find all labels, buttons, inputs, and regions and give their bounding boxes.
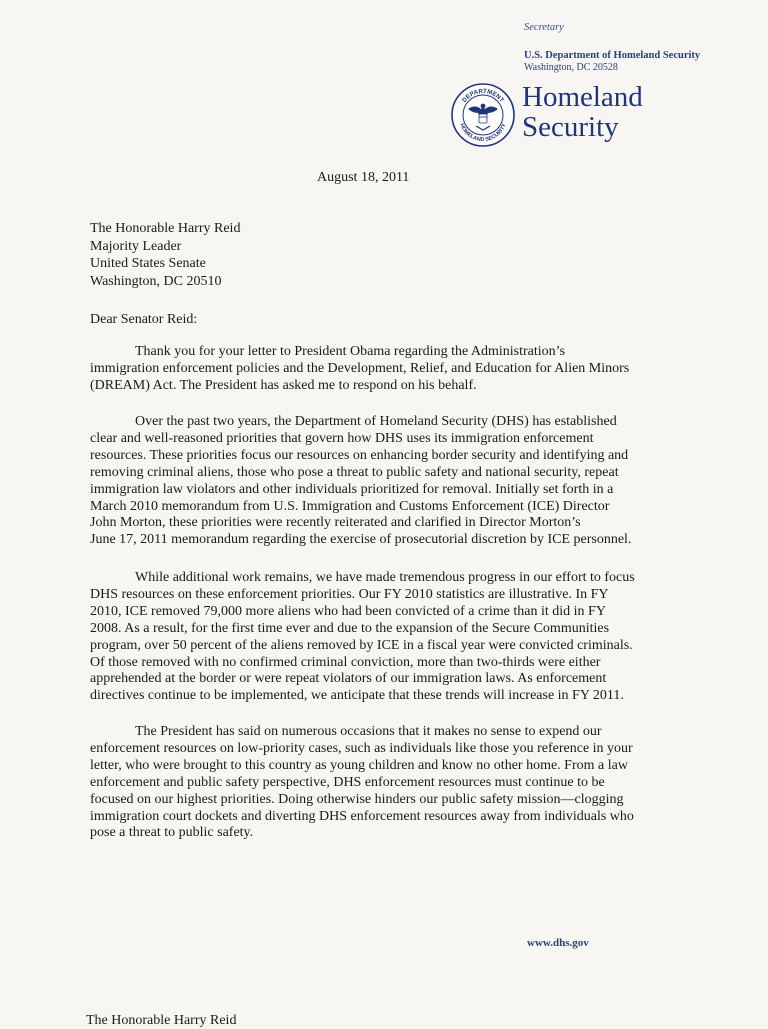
- footer-website-link[interactable]: www.dhs.gov: [527, 937, 589, 949]
- salutation: Dear Senator Reid:: [90, 312, 198, 327]
- paragraph-line: March 2010 memorandum from U.S. Immigration and Customs Enforcement (ICE) Director: [90, 498, 610, 514]
- paragraph-2: [90, 414, 690, 549]
- paragraph-line: program, over 50 percent of the aliens removed by ICE in a fiscal year were convicted criminals.: [90, 637, 633, 653]
- recipient-title: Majority Leader: [90, 238, 182, 254]
- paragraph-line: immigration enforcement policies and the Development, Relief, and Education for Alien Minors: [90, 360, 630, 376]
- paragraph-line: Thank you for your letter to President Obama regarding the Administration’s: [135, 344, 566, 359]
- recipient-organization: United States Senate: [90, 256, 206, 271]
- next-page-header: The Honorable Harry Reid: [86, 1013, 237, 1028]
- seal-text-top: DEPARTMENT: [460, 87, 506, 104]
- paragraph-line: John Morton, these priorities were recently reiterated and clarified in Director Morton’s: [90, 515, 581, 531]
- paragraph-line: focused on our highest priorities. Doing otherwise hinders our public safety mission—clogging: [90, 791, 624, 807]
- paragraph-line: apprehended at the border or were repeat violators of our immigration laws. As enforcement: [90, 671, 607, 687]
- paragraph-3: [90, 570, 690, 705]
- paragraph-line: enforcement and public safety perspective, DHS enforcement resources must continue to be: [90, 774, 605, 790]
- paragraph-line: DHS resources on these enforcement priorities. Our FY 2010 statistics are illustrative. In FY: [90, 586, 609, 602]
- paragraph-line: June 17, 2011 memorandum regarding the exercise of prosecutorial discretion by ICE personnel.: [90, 532, 632, 548]
- paragraph-line: letter, who were brought to this country as young children and know no other home. From a law: [90, 757, 628, 773]
- paragraph-line: removing criminal aliens, those who pose a threat to public safety and national security, repeat: [90, 464, 619, 480]
- paragraph-line: (DREAM) Act. The President has asked me to respond on his behalf.: [90, 377, 477, 393]
- recipient-address: [90, 220, 240, 290]
- letterhead-city: Washington, DC 20528: [524, 62, 618, 73]
- paragraph-line: pose a threat to public safety.: [90, 825, 254, 841]
- paragraph-line: enforcement resources on low-priority cases, such as individuals like those you reference in your: [90, 740, 633, 756]
- paragraph-line: 2010, ICE removed 79,000 more aliens who had been convicted of a crime than it did in FY: [90, 603, 606, 619]
- letterhead-secretary: Secretary: [524, 22, 564, 33]
- paragraph-1: [90, 344, 690, 395]
- paragraph-line: immigration law violators and other individuals prioritized for removal. Initially set forth in a: [90, 481, 614, 497]
- wordmark-line-2: Security: [522, 111, 619, 143]
- paragraph-line: immigration court dockets and diverting DHS enforcement resources away from individuals who: [90, 808, 634, 824]
- paragraph-4: [90, 724, 690, 842]
- paragraph-line: directives continue to be implemented, we anticipate that these trends will increase in FY 2011.: [90, 688, 624, 704]
- paragraph-line: The President has said on numerous occasions that it makes no sense to expend our: [135, 724, 602, 739]
- dhs-seal-icon: [450, 82, 516, 148]
- paragraph-line: resources. These priorities focus our resources on enhancing border security and identifying and: [90, 447, 629, 463]
- letter-date: August 18, 2011: [317, 170, 410, 185]
- recipient-name: The Honorable Harry Reid: [90, 221, 241, 236]
- paragraph-line: Of those removed with no confirmed criminal conviction, more than two-thirds were either: [90, 654, 601, 670]
- seal-text-bottom: HOMELAND SECURITY: [458, 122, 508, 144]
- wordmark-line-1: Homeland: [522, 81, 643, 113]
- homeland-security-wordmark: [522, 82, 643, 142]
- recipient-city: Washington, DC 20510: [90, 273, 222, 289]
- letterhead-department: U.S. Department of Homeland Security: [524, 50, 701, 61]
- paragraph-line: While additional work remains, we have made tremendous progress in our effort to focus: [135, 570, 635, 585]
- paragraph-line: 2008. As a result, for the first time ever and due to the expansion of the Secure Communities: [90, 620, 610, 636]
- paragraph-line: clear and well-reasoned priorities that govern how DHS uses its immigration enforcement: [90, 430, 594, 446]
- paragraph-line: Over the past two years, the Department of Homeland Security (DHS) has established: [135, 414, 617, 429]
